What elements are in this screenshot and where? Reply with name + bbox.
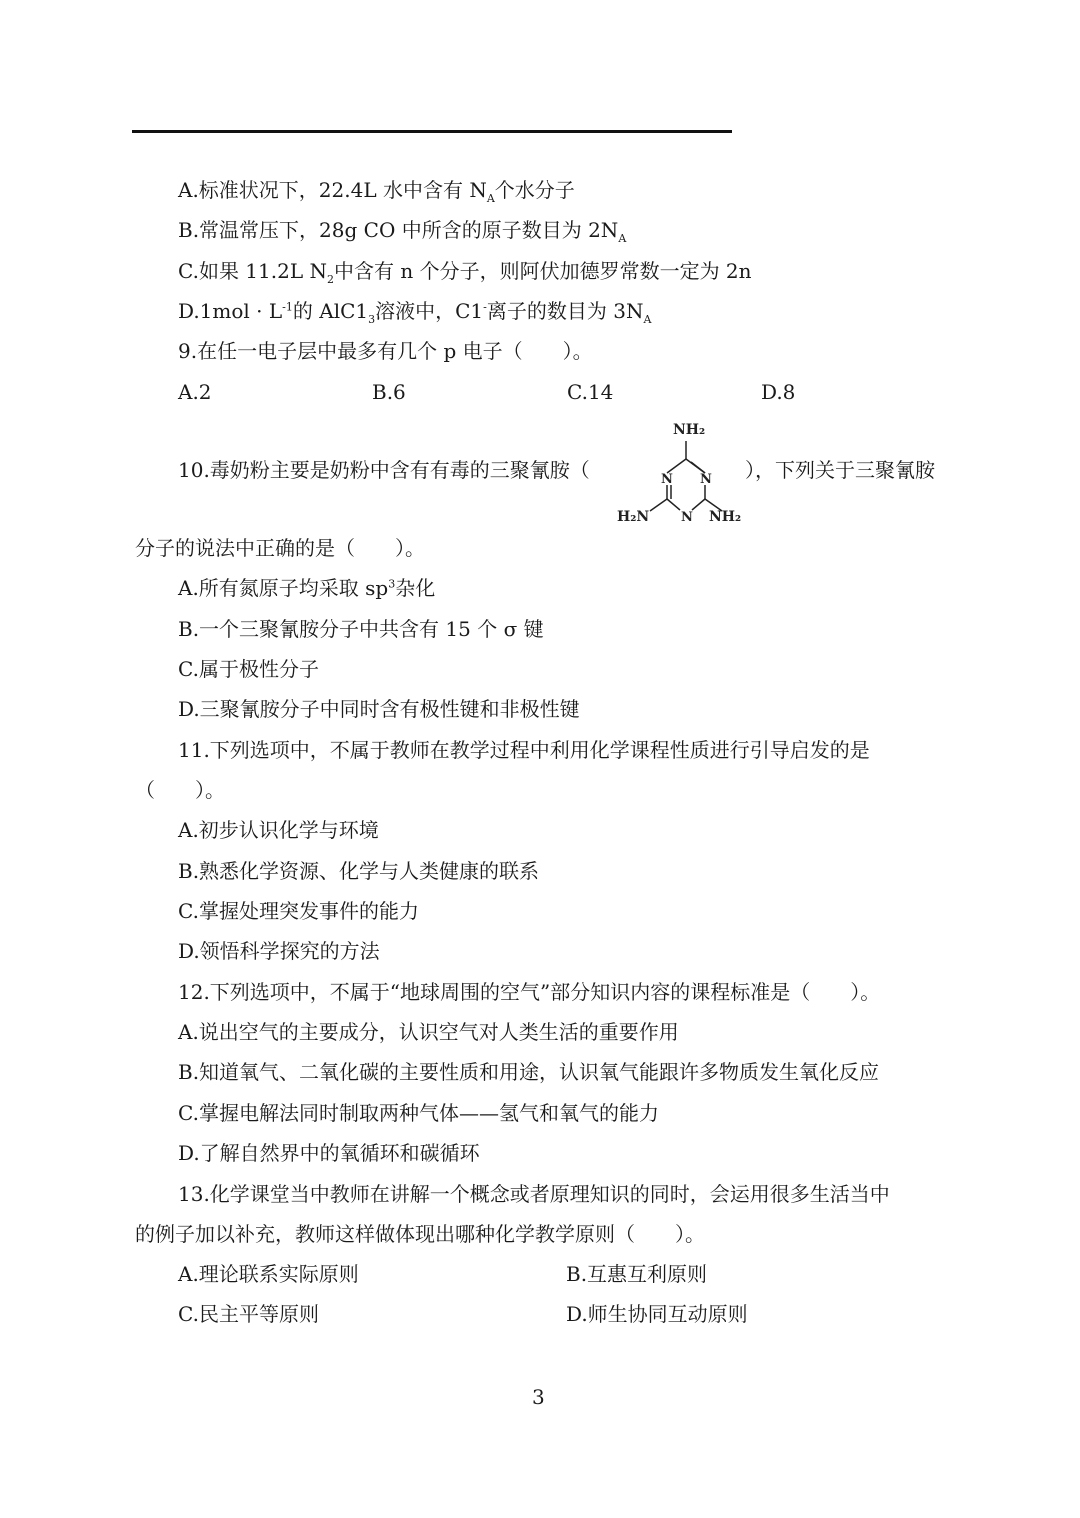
q12-option-d: D.了解自然界中的氧循环和碳循环 xyxy=(178,1141,480,1165)
q10-option-c: C.属于极性分子 xyxy=(178,657,319,681)
ring-n-bottom: N xyxy=(681,510,693,525)
q10-stem: 10.毒奶粉主要是奶粉中含有有毒的三聚氰胺（ xyxy=(178,458,590,482)
q13-stem-continued: 的例子加以补充，教师这样做体现出哪种化学教学原则（ ）。 xyxy=(135,1222,705,1246)
q10-option-d: D.三聚氰胺分子中同时含有极性键和非极性键 xyxy=(178,697,580,721)
q8-option-b: B.常温常压下，28g CO 中所含的原子数目为 $2N_A$ xyxy=(178,218,627,245)
q9-stem: 9.在任一电子层中最多有几个 p 电子（ ）。 xyxy=(178,339,593,363)
q8-option-c: C.如果 11.2L $N_2$中含有 n 个分子，则阿伏加德罗常数一定为 2n xyxy=(178,259,752,286)
q11-stem-continued: （ ）。 xyxy=(135,778,225,802)
q11-option-a: A.初步认识化学与环境 xyxy=(178,818,379,842)
q12-option-a: A.说出空气的主要成分，认识空气对人类生活的重要作用 xyxy=(178,1020,679,1044)
q11-option-b: B.熟悉化学资源、化学与人类健康的联系 xyxy=(178,859,540,883)
q11-stem: 11.下列选项中，不属于教师在教学过程中利用化学课程性质进行引导启发的是 xyxy=(178,738,870,762)
q13-option-d: D.师生协同互动原则 xyxy=(566,1302,748,1326)
q10-option-b: B.一个三聚氰胺分子中共含有 15 个 σ 键 xyxy=(178,617,544,641)
header-rule xyxy=(132,130,732,133)
page-number: 3 xyxy=(532,1385,545,1409)
q9-option-c: C.14 xyxy=(567,380,614,404)
q11-option-c: C.掌握处理突发事件的能力 xyxy=(178,899,419,923)
h2n-left-label: H₂N xyxy=(617,509,650,525)
q13-stem: 13.化学课堂当中教师在讲解一个概念或者原理知识的同时，会运用很多生活当中 xyxy=(178,1182,890,1206)
q12-option-c: C.掌握电解法同时制取两种气体——氢气和氧气的能力 xyxy=(178,1101,659,1125)
q10-option-a: A.所有氮原子均采取 $sp^3$杂化 xyxy=(178,576,436,600)
q9-option-b: B.6 xyxy=(372,380,406,404)
nh2-top-label: NH₂ xyxy=(673,422,706,438)
q13-option-a: A.理论联系实际原则 xyxy=(178,1262,359,1286)
q12-stem: 12.下列选项中，不属于“地球周围的空气”部分知识内容的课程标准是（ ）。 xyxy=(178,980,881,1004)
ring-n-left: N xyxy=(661,472,673,487)
q12-option-b: B.知道氧气、二氧化碳的主要性质和用途，认识氧气能跟许多物质发生氧化反应 xyxy=(178,1060,880,1084)
q13-option-b: B.互惠互利原则 xyxy=(566,1262,708,1286)
q13-option-c: C.民主平等原则 xyxy=(178,1302,319,1326)
ring-n-right: N xyxy=(700,472,712,487)
q10-stem-end: ），下列关于三聚氰胺 xyxy=(745,458,935,482)
q11-option-d: D.领悟科学探究的方法 xyxy=(178,939,380,963)
q9-option-a: A.2 xyxy=(178,380,212,404)
q8-option-a: A.标准状况下，22.4L 水中含有 $N_A$个水分子 xyxy=(178,178,575,205)
q8-option-d: $D.1mol \cdot L^{-1}$的 $AlC1_3$溶液中，C1-离子的数目为 $3N_A$ xyxy=(178,299,652,326)
melamine-structure xyxy=(605,415,755,530)
nh2-right-label: NH₂ xyxy=(709,509,742,525)
q9-option-d: D.8 xyxy=(761,380,796,404)
q10-stem-continued: 分子的说法中正确的是（ ）。 xyxy=(135,536,425,560)
